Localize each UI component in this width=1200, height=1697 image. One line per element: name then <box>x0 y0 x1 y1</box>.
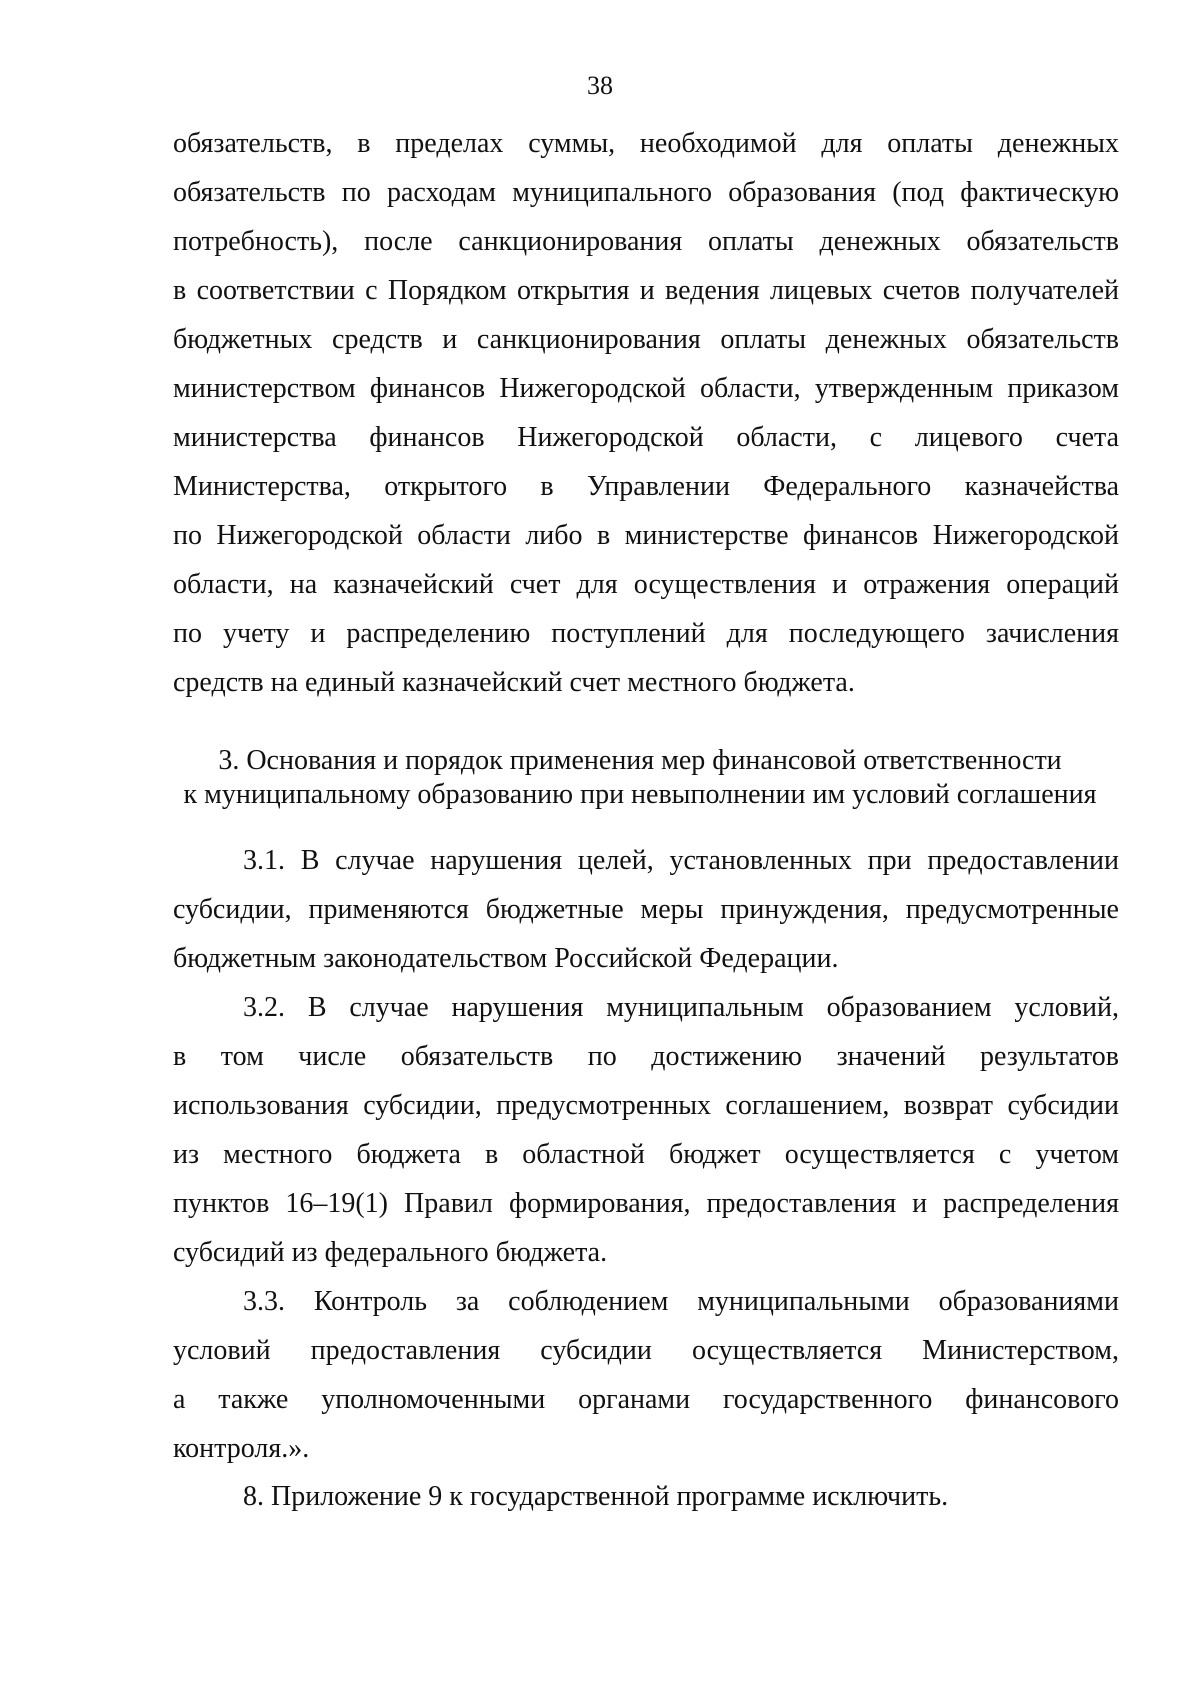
text-line: в том числе обязательств по достижению значений результатов <box>173 1041 1119 1072</box>
intro-paragraph <box>173 119 1119 707</box>
text-line: в соответствии с Порядком открытия и ведения лицевых счетов получателей <box>173 275 1119 306</box>
text-line: из местного бюджета в областной бюджет осуществляется с учетом <box>173 1139 1119 1170</box>
paragraph-3-3 <box>173 1277 1119 1473</box>
text-line: 3.2. В случае нарушения муниципальным образованием условий, <box>243 992 1119 1023</box>
text-line: Министерства, открытого в Управлении Федерального казначейства <box>173 471 1119 502</box>
paragraph-3-2 <box>173 983 1119 1277</box>
page-number: 38 <box>587 71 613 100</box>
text-line: бюджетных средств и санкционирования оплаты денежных обязательств <box>173 324 1119 355</box>
text-line: области, на казначейский счет для осуществления и отражения операций <box>173 569 1119 600</box>
text-line: субсидий из федерального бюджета. <box>173 1237 608 1268</box>
text-line: министерством финансов Нижегородской области, утвержденным приказом <box>173 373 1119 404</box>
text-line: средств на единый казначейский счет местного бюджета. <box>173 667 855 698</box>
section-heading-line: 3. Основания и порядок применения мер финансовой ответственности <box>218 745 1062 776</box>
text-line: субсидии, применяются бюджетные меры принуждения, предусмотренные <box>173 894 1119 925</box>
text-line: а также уполномоченными органами государственного финансового <box>173 1384 1119 1415</box>
text-line: 3.3. Контроль за соблюдением муниципальными образованиями <box>243 1286 1119 1317</box>
text-line: 3.1. В случае нарушения целей, установленных при предоставлении <box>243 845 1119 876</box>
text-line: использования субсидии, предусмотренных соглашением, возврат субсидии <box>173 1090 1119 1121</box>
text-line: обязательств, в пределах суммы, необходимой для оплаты денежных <box>173 128 1119 159</box>
section-heading <box>160 744 1120 812</box>
text-line: пунктов 16–19(1) Правил формирования, предоставления и распределения <box>173 1188 1119 1219</box>
text-line: по Нижегородской области либо в министерстве финансов Нижегородской <box>173 520 1119 551</box>
text-line: потребность), после санкционирования оплаты денежных обязательств <box>173 226 1119 257</box>
text-line: контроля.». <box>173 1433 310 1464</box>
text-line: по учету и распределению поступлений для последующего зачисления <box>173 618 1119 649</box>
section-heading-line: к муниципальному образованию при невыполнении им условий соглашения <box>183 779 1097 810</box>
text-line: бюджетным законодательством Российской Федерации. <box>173 943 839 974</box>
text-line: 8. Приложение 9 к государственной программе исключить. <box>243 1481 949 1512</box>
text-line: обязательств по расходам муниципального образования (под фактическую <box>173 177 1119 208</box>
text-line: условий предоставления субсидии осуществляется Министерством, <box>173 1335 1119 1366</box>
paragraph-3-1 <box>173 836 1119 983</box>
paragraph-8 <box>173 1472 1119 1521</box>
text-line: министерства финансов Нижегородской области, с лицевого счета <box>173 422 1119 453</box>
